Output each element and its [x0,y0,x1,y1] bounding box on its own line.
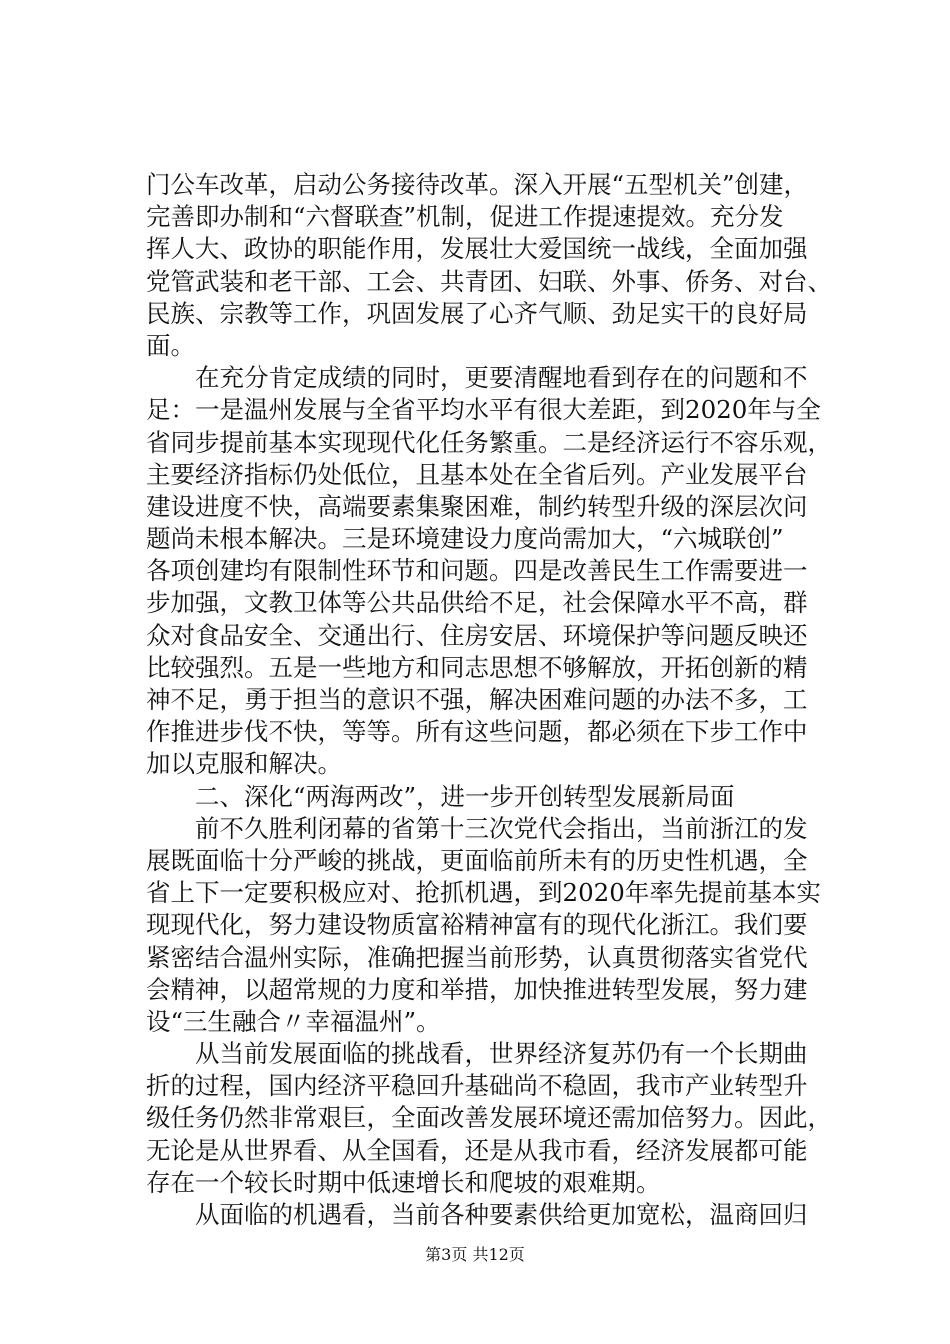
text-line: 挥人大、政协的职能作用，发展壮大爱国统一战线，全面加强 [146,234,808,264]
text-line: 各项创建均有限制性环节和问题。四是改善民生工作需要进一 [146,556,808,586]
text-line: 民族、宗教等工作，巩固发展了心齐气顺、劲足实干的良好局 [146,298,808,328]
text-line: 存在一个较长时期中低速增长和爬坡的艰难期。 [146,1167,661,1197]
text-line: 前不久胜利闭幕的省第十三次党代会指出，当前浙江的发 [146,813,808,843]
text-line: 步加强，文教卫体等公共品供给不足，社会保障水平不高，群 [146,588,808,618]
text-line: 建设进度不快，高端要素集聚困难，制约转型升级的深层次问 [146,491,808,521]
text-line: 现现代化，努力建设物质富裕精神富有的现代化浙江。我们要 [146,910,808,940]
text-line: 足：一是温州发展与全省平均水平有很大差距，到2020年与全 [146,395,821,425]
text-line: 会精神，以超常规的力度和举措，加快推进转型发展，努力建 [146,974,808,1004]
text-line: 无论是从世界看、从全国看，还是从我市看，经济发展都可能 [146,1135,808,1165]
text-line: 作推进步伐不快，等等。所有这些问题，都必须在下步工作中 [146,717,808,747]
page-number: 第3页 共12页 [425,1245,525,1264]
text-line: 省同步提前基本实现现代化任务繁重。二是经济运行不容乐观， [146,427,832,457]
text-line: 完善即办制和“六督联查”机制，促进工作提速提效。充分发 [146,202,784,232]
text-line: 从面临的机遇看，当前各种要素供给更加宽松，温商回归 [146,1200,808,1229]
text-line: 在充分肯定成绩的同时，更要清醒地看到存在的问题和不 [146,363,808,393]
text-line: 设“三生融合〃幸福温州”。 [146,1006,441,1036]
text-line: 主要经济指标仍处低位，且基本处在全省后列。产业发展平台 [146,459,808,489]
text-line: 面。 [146,330,195,360]
text-line: 省上下一定要积极应对、抢抓机遇，到2020年率先提前基本实 [146,878,821,908]
text-line: 党管武装和老干部、工会、共青团、妇联、外事、侨务、对台、 [146,266,832,296]
text-line: 级任务仍然非常艰巨，全面改善发展环境还需加倍努力。因此， [146,1103,832,1133]
document-body [146,169,836,1231]
text-line: 折的过程，国内经济平稳回升基础尚不稳固，我市产业转型升 [146,1071,808,1101]
text-line: 比较强烈。五是一些地方和同志思想不够解放，开拓创新的精 [146,652,808,682]
text-line: 门公车改革，启动公务接待改革。深入开展“五型机关”创建， [146,170,809,199]
text-line: 加以克服和解决。 [146,749,342,779]
text-line: 众对食品安全、交通出行、住房安居、环境保护等问题反映还 [146,620,808,650]
page-footer [0,1244,950,1266]
text-line: 神不足，勇于担当的意识不强，解决困难问题的办法不多，工 [146,685,808,714]
text-line: 紧密结合温州实际，准确把握当前形势，认真贯彻落实省党代 [146,942,808,972]
text-line: 题尚未根本解决。三是环境建设力度尚需加大，“六城联创” [146,524,784,554]
text-line: 从当前发展面临的挑战看，世界经济复苏仍有一个长期曲 [146,1039,808,1069]
section-heading: 二、深化“两海两改”，进一步开创转型发展新局面 [146,781,735,811]
text-line: 展既面临十分严峻的挑战，更面临前所未有的历史性机遇，全 [146,845,808,875]
